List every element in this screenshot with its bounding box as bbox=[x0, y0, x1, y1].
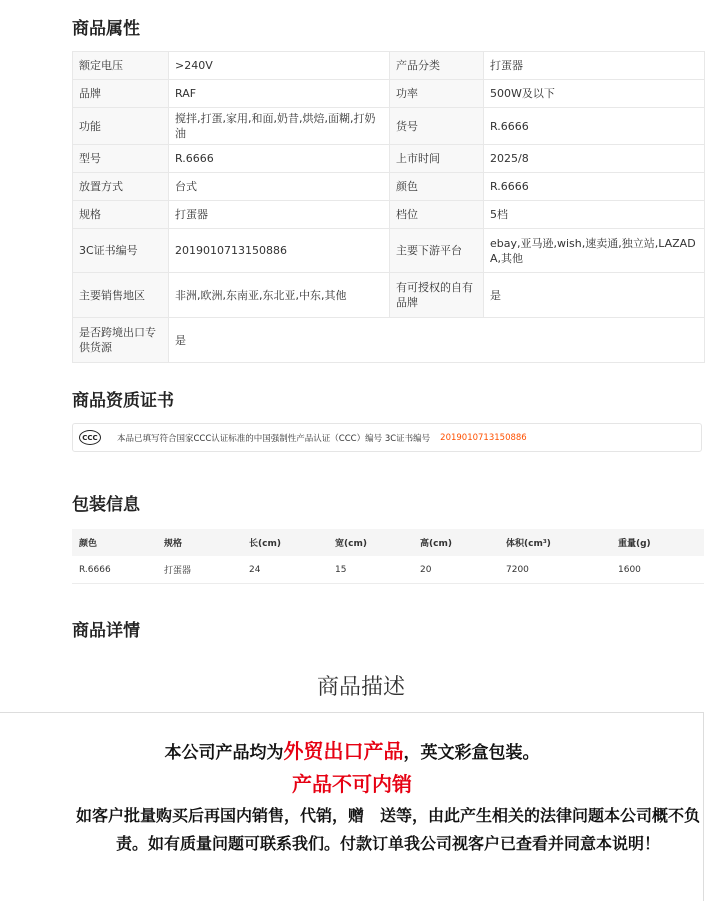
attribute-value: 是 bbox=[484, 273, 705, 318]
attribute-row bbox=[73, 229, 705, 273]
attribute-row bbox=[73, 108, 705, 145]
attribute-key: 是否跨境出口专供货源 bbox=[73, 318, 169, 363]
details-section-title: 商品详情 bbox=[72, 621, 140, 641]
attribute-value: ebay,亚马逊,wish,速卖通,独立站,LAZADA,其他 bbox=[484, 229, 705, 273]
attribute-value: 打蛋器 bbox=[169, 201, 390, 229]
attribute-value: 是 bbox=[169, 318, 705, 363]
attribute-key: 颜色 bbox=[390, 173, 484, 201]
attribute-key: 主要销售地区 bbox=[73, 273, 169, 318]
attribute-value: R.6666 bbox=[169, 145, 390, 173]
packaging-cell: 15 bbox=[328, 556, 413, 584]
packaging-cell: R.6666 bbox=[72, 556, 157, 584]
packaging-header: 长(cm) bbox=[242, 529, 328, 556]
packaging-section-title: 包装信息 bbox=[72, 495, 140, 515]
attribute-row bbox=[73, 145, 705, 173]
attribute-key: 货号 bbox=[390, 108, 484, 145]
packaging-cell: 1600 bbox=[611, 556, 704, 584]
attribute-value: 搅拌,打蛋,家用,和面,奶昔,烘焙,面糊,打奶油 bbox=[169, 108, 390, 145]
notice-text: 本公司产品均为 bbox=[164, 743, 284, 763]
export-notice-line bbox=[0, 735, 704, 764]
packaging-header-row bbox=[72, 529, 704, 556]
attribute-value: 非洲,欧洲,东南亚,东北亚,中东,其他 bbox=[169, 273, 390, 318]
attribute-key: 3C证书编号 bbox=[73, 229, 169, 273]
packaging-header: 高(cm) bbox=[413, 529, 499, 556]
attribute-value: 台式 bbox=[169, 173, 390, 201]
attribute-value: 5档 bbox=[484, 201, 705, 229]
attribute-value: 2025/8 bbox=[484, 145, 705, 173]
attribute-value: 2019010713150886 bbox=[169, 229, 390, 273]
disclaimer-paragraph: 如客户批量购买后再国内销售，代销，赠 送等，由此产生相关的法律问题本公司概不负责。如有质量问题可联系我们。付款订单我公司视客户已查看并同意本说明！ bbox=[75, 806, 700, 853]
attribute-key: 主要下游平台 bbox=[390, 229, 484, 273]
ccc-mark-icon: CCC bbox=[79, 430, 101, 445]
attribute-row bbox=[73, 173, 705, 201]
packaging-cell: 打蛋器 bbox=[157, 556, 242, 584]
notice-text: ，英文彩盒包装。 bbox=[403, 743, 540, 763]
attribute-key: 放置方式 bbox=[73, 173, 169, 201]
attribute-key: 额定电压 bbox=[73, 52, 169, 80]
description-heading: 商品描述 bbox=[316, 674, 405, 699]
packaging-cell: 24 bbox=[242, 556, 328, 584]
attribute-value: 打蛋器 bbox=[484, 52, 705, 80]
packaging-table bbox=[72, 529, 704, 584]
attribute-value: RAF bbox=[169, 80, 390, 108]
attributes-table bbox=[72, 51, 705, 363]
attribute-row bbox=[73, 273, 705, 318]
attribute-key: 品牌 bbox=[73, 80, 169, 108]
packaging-cell: 7200 bbox=[499, 556, 611, 584]
certificate-number: 2019010713150886 bbox=[440, 432, 527, 443]
attribute-key: 功率 bbox=[390, 80, 484, 108]
attribute-key: 档位 bbox=[390, 201, 484, 229]
attributes-section-title: 商品属性 bbox=[72, 19, 140, 39]
certificate-box bbox=[72, 423, 702, 452]
attribute-key: 有可授权的自有品牌 bbox=[390, 273, 484, 318]
certificate-text: 本品已填写符合国家CCC认证标准的中国强制性产品认证（CCC）编号 3C证书编号 bbox=[117, 433, 431, 444]
packaging-header: 宽(cm) bbox=[328, 529, 413, 556]
attribute-row bbox=[73, 318, 705, 363]
attribute-row bbox=[73, 201, 705, 229]
attribute-key: 上市时间 bbox=[390, 145, 484, 173]
attribute-row bbox=[73, 52, 705, 80]
packaging-header: 规格 bbox=[157, 529, 242, 556]
notice-highlight: 外贸出口产品 bbox=[283, 739, 404, 763]
packaging-header: 重量(g) bbox=[611, 529, 704, 556]
attribute-key: 产品分类 bbox=[390, 52, 484, 80]
packaging-header: 颜色 bbox=[72, 529, 157, 556]
attribute-value: R.6666 bbox=[484, 108, 705, 145]
attribute-key: 规格 bbox=[73, 201, 169, 229]
attribute-key: 型号 bbox=[73, 145, 169, 173]
no-domestic-sale-notice: 产品不可内销 bbox=[292, 772, 412, 796]
attribute-value: R.6666 bbox=[484, 173, 705, 201]
attribute-value: 500W及以下 bbox=[484, 80, 705, 108]
packaging-row bbox=[72, 556, 704, 584]
packaging-header: 体积(cm³) bbox=[499, 529, 611, 556]
attribute-value: >240V bbox=[169, 52, 390, 80]
certificate-section-title: 商品资质证书 bbox=[72, 391, 174, 411]
packaging-cell: 20 bbox=[413, 556, 499, 584]
attribute-key: 功能 bbox=[73, 108, 169, 145]
attribute-row bbox=[73, 80, 705, 108]
